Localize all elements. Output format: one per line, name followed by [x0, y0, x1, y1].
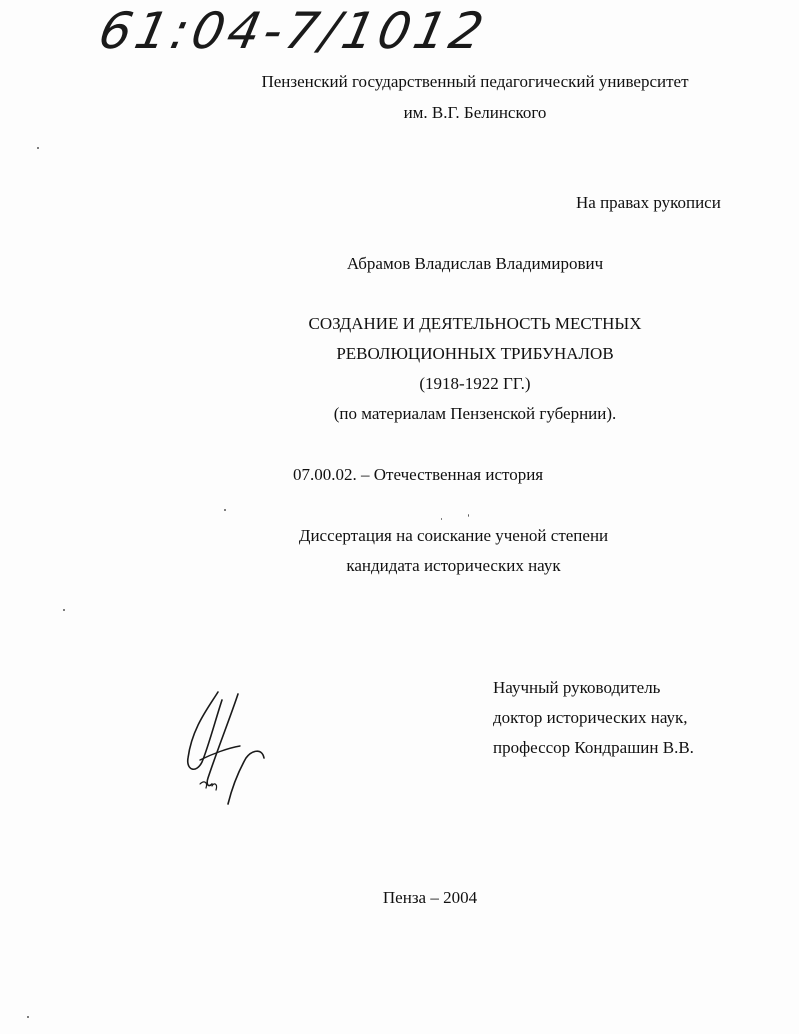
- degree-line-1: Диссертация на соискание ученой степени: [298, 526, 609, 545]
- university-dedication: им. В.Г. Белинского: [403, 103, 547, 122]
- scan-speck: [224, 509, 226, 511]
- manuscript-rights-note: На правах рукописи: [576, 193, 721, 212]
- title-line-1: СОЗДАНИЕ И ДЕЯТЕЛЬНОСТЬ МЕСТНЫХ: [308, 314, 642, 333]
- scan-speck: [37, 147, 39, 149]
- place-and-year: Пенза – 2004: [382, 888, 478, 907]
- supervisor-role: Научный руководитель: [493, 678, 661, 697]
- title-subtitle: (по материалам Пензенской губернии).: [333, 404, 617, 423]
- author-name: Абрамов Владислав Владимирович: [346, 254, 604, 273]
- supervisor-degree: доктор исторических наук,: [493, 708, 688, 727]
- degree-line-2: кандидата исторических наук: [346, 556, 561, 575]
- title-line-2: РЕВОЛЮЦИОННЫХ ТРИБУНАЛОВ: [336, 344, 614, 363]
- university-name: Пензенский государственный педагогический университет: [261, 72, 689, 91]
- supervisor-name: профессор Кондрашин В.В.: [493, 738, 694, 757]
- scan-speck: [441, 518, 442, 520]
- signature-icon: [178, 688, 278, 808]
- scan-speck: [63, 609, 65, 611]
- archive-code-handwritten: 61:04-7/1012: [93, 2, 493, 60]
- scan-speck: [468, 514, 469, 517]
- title-years: (1918-1922 ГГ.): [419, 374, 531, 393]
- scan-speck: [27, 1016, 29, 1018]
- specialty-code: 07.00.02. – Отечественная история: [293, 465, 544, 484]
